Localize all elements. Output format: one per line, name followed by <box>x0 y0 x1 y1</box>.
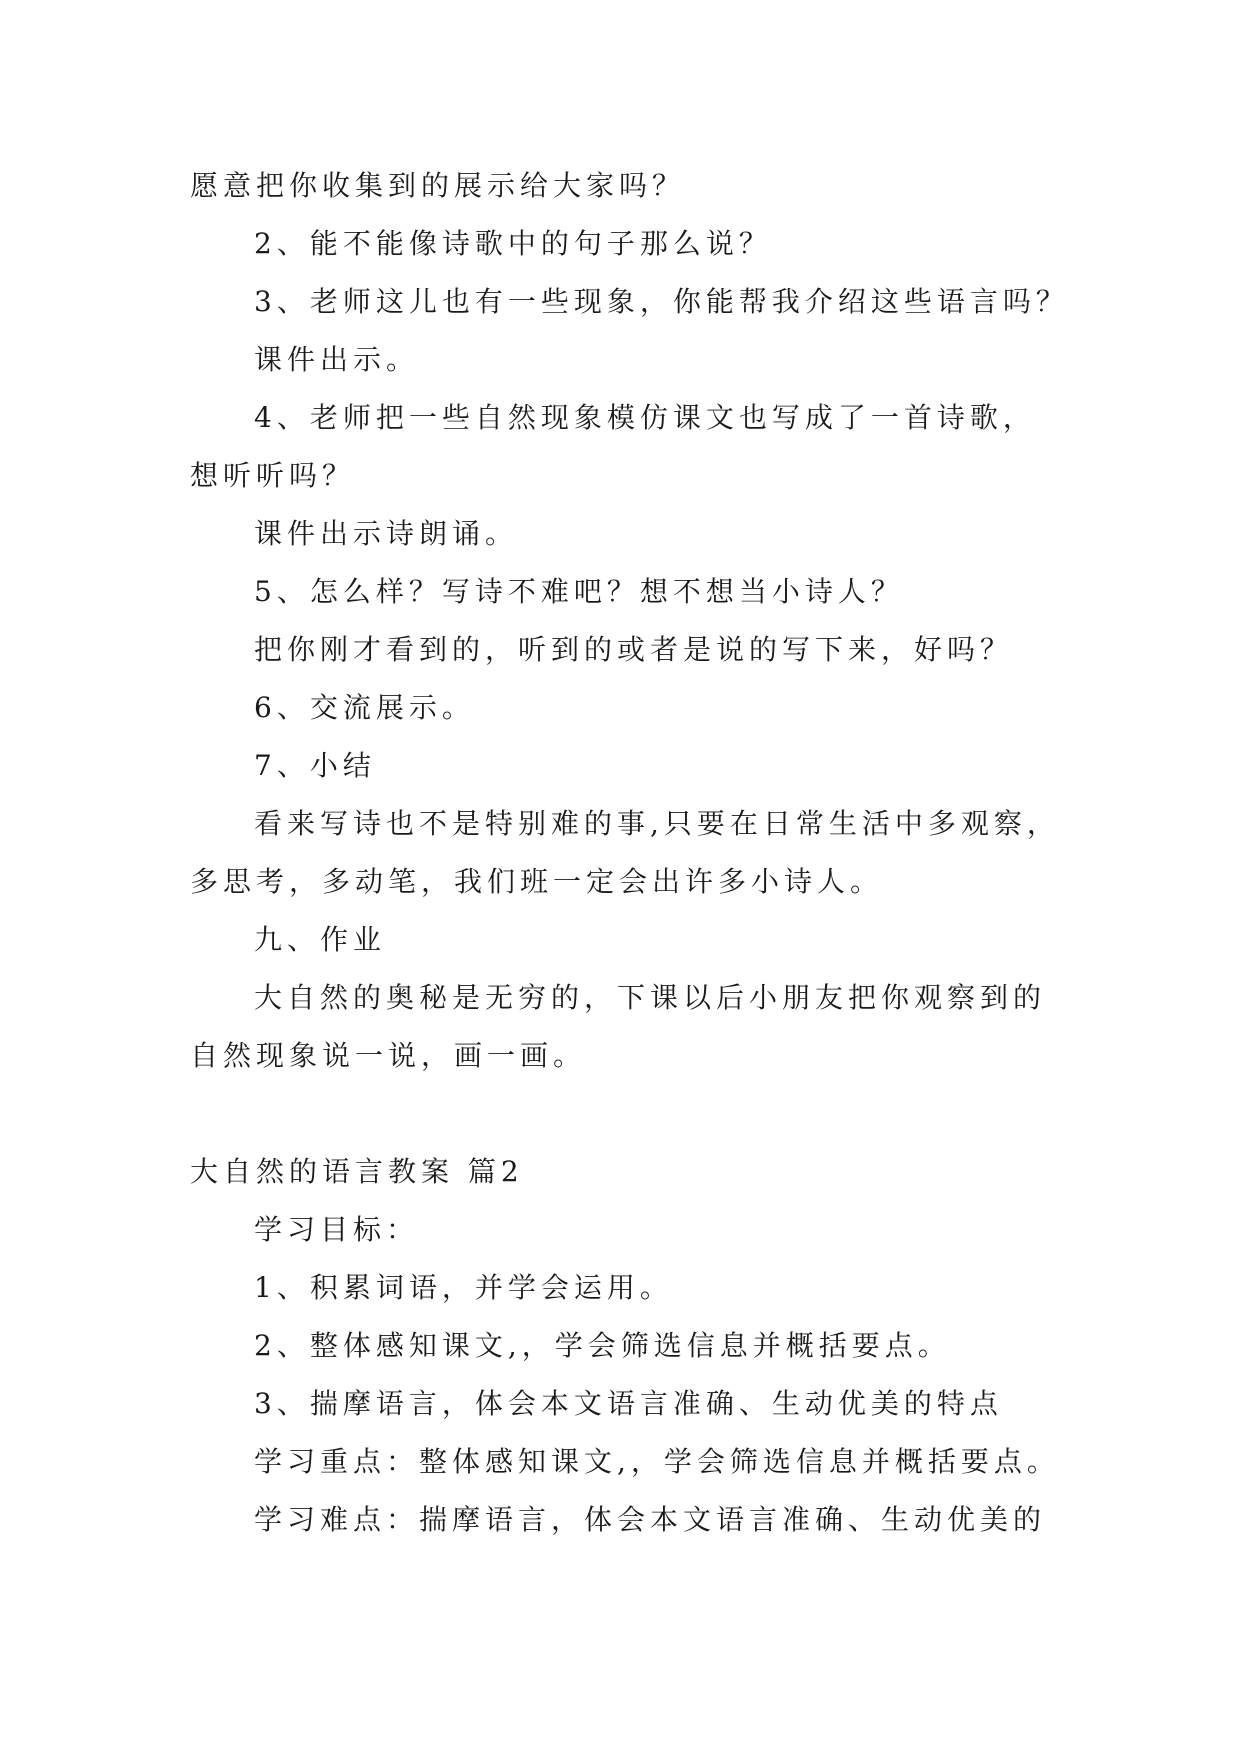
text-line: 1、积累词语，并学会运用。 <box>254 1271 673 1304</box>
text-line: 多思考，多动笔，我们班一定会出许多小诗人。 <box>190 865 884 898</box>
text-line: 愿意把你收集到的展示给大家吗？ <box>190 169 686 202</box>
text-line: 7、小结 <box>254 749 376 782</box>
text-line: 课件出示。 <box>254 343 420 376</box>
text-line: 学习重点：整体感知课文,，学会筛选信息并概括要点。 <box>254 1445 1060 1478</box>
text-line: 6、交流展示。 <box>254 691 475 724</box>
text-line: 大自然的奥秘是无穷的，下课以后小朋友把你观察到的 <box>254 981 1047 1014</box>
text-line: 5、怎么样？写诗不难吧？想不想当小诗人？ <box>254 575 904 608</box>
text-line: 自然现象说一说，画一画。 <box>190 1039 587 1072</box>
text-line: 4、老师把一些自然现象模仿课文也写成了一首诗歌， <box>254 401 1036 434</box>
text-line: 课件出示诗朗诵。 <box>254 517 519 550</box>
text-line: 学习难点：揣摩语言，体会本文语言准确、生动优美的 <box>254 1503 1047 1536</box>
text-line: 把你刚才看到的，听到的或者是说的写下来，好吗？ <box>254 633 1014 666</box>
text-line: 看来写诗也不是特别难的事,只要在日常生活中多观察， <box>254 807 1060 840</box>
section-heading: 大自然的语言教案 篇2 <box>190 1155 524 1188</box>
text-line: 九、作业 <box>254 923 387 956</box>
text-line: 学习目标： <box>254 1213 420 1246</box>
text-line: 想听听吗？ <box>190 459 356 492</box>
text-line: 2、能不能像诗歌中的句子那么说？ <box>254 227 772 260</box>
text-line: 3、老师这儿也有一些现象，你能帮我介绍这些语言吗？ <box>254 285 1069 318</box>
text-line: 2、整体感知课文,，学会筛选信息并概括要点。 <box>254 1329 951 1362</box>
text-line: 3、揣摩语言，体会本文语言准确、生动优美的特点 <box>254 1387 1003 1420</box>
